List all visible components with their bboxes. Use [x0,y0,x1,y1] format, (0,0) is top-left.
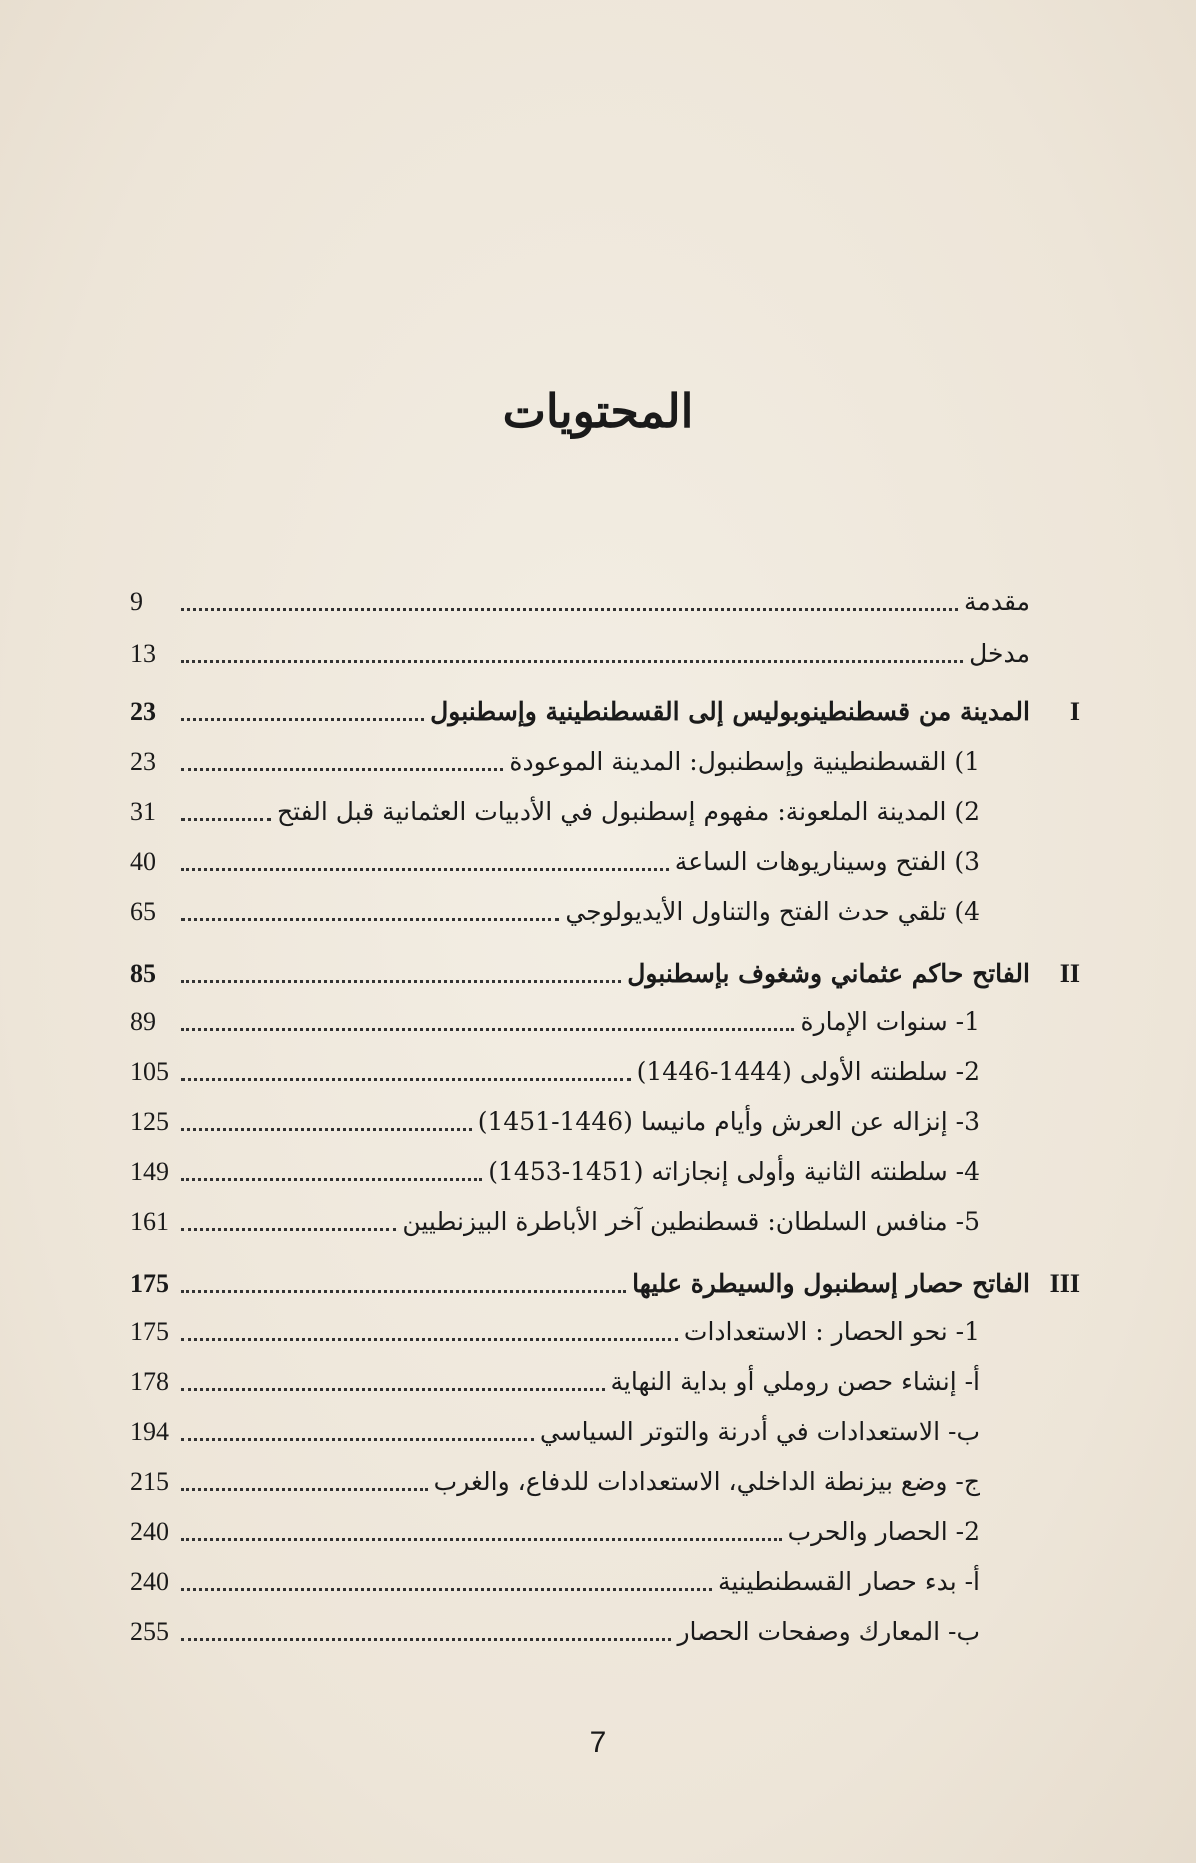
toc-entry [130,1600,1080,1648]
toc-entry-page: 85 [130,959,156,988]
page-title: المحتويات [502,384,694,438]
toc-entry-page: 13 [130,639,156,668]
toc-entry-label: 2- الحصار والحرب [787,1517,980,1546]
dot-leader [181,1078,631,1081]
toc-entry [130,880,1080,928]
toc-entry [130,1350,1080,1398]
dot-leader [181,818,271,821]
dot-leader [181,1290,626,1293]
toc-entry-label: مقدمة [964,587,1030,616]
toc-entry-label: 4- سلطنته الثانية وأولى إنجازاته (1451-1453) [488,1157,980,1186]
toc-entry [130,1040,1080,1088]
toc-entry-label: 2) المدينة الملعونة: مفهوم إسطنبول في الأدبيات العثمانية قبل الفتح [276,797,980,826]
toc-entry-page: 175 [130,1317,169,1346]
toc-entry-page: 105 [130,1057,169,1086]
toc-entry-page: 9 [130,587,143,616]
toc-entry-label: 4) تلقي حدث الفتح والتناول الأيديولوجي [565,897,980,926]
toc-entry-page: 240 [130,1567,169,1596]
dot-leader [181,718,424,721]
toc-entry [130,730,1080,778]
dot-leader [181,1228,396,1231]
dot-leader [181,868,669,871]
toc-entry-page: 175 [130,1269,169,1298]
toc-entry-label: 3- إنزاله عن العرش وأيام مانيسا (1446-1451) [477,1107,980,1136]
dot-leader [181,608,958,611]
toc-entry-label: 1- نحو الحصار : الاستعدادات [683,1317,980,1346]
toc-entry-label: ب- الاستعدادات في أدرنة والتوتر السياسي [539,1417,980,1446]
toc-entry-label: ج- وضع بيزنطة الداخلي، الاستعدادات للدفاع، والغرب [433,1467,980,1496]
toc-entry-label: المدينة من قسطنطينوبوليس إلى القسطنطينية وإسطنبول [430,697,1030,726]
toc-entry-label: أ- إنشاء حصن روملي أو بداية النهاية [610,1367,980,1396]
toc-entry-page: 149 [130,1157,169,1186]
toc-entry-page: 161 [130,1207,169,1236]
page-number: 7 [589,1726,607,1759]
toc-entry [130,1500,1080,1548]
toc-entry-page: 255 [130,1617,169,1646]
toc-entry [130,570,1080,618]
toc-entry-page: 125 [130,1107,169,1136]
dot-leader [181,1438,534,1441]
dot-leader [181,768,503,771]
toc-entry-page: 65 [130,897,156,926]
toc-entry-page: 240 [130,1517,169,1546]
toc-entry [130,680,1080,728]
toc-entry-page: 23 [130,697,156,726]
toc-entry [130,1252,1080,1300]
toc-entry [130,1140,1080,1188]
toc-entry-label: 1- سنوات الإمارة [800,1007,980,1036]
toc-entry [130,1190,1080,1238]
toc-entry-page: 23 [130,747,156,776]
toc-entry-page: 31 [130,797,156,826]
toc-entry-label: ب- المعارك وصفحات الحصار [677,1617,980,1646]
toc-entry [130,990,1080,1038]
toc-entry [130,1400,1080,1448]
toc-entry-label: الفاتح حاكم عثماني وشغوف بإسطنبول [627,959,1030,988]
toc-entry [130,1090,1080,1138]
toc-entry-page: 40 [130,847,156,876]
toc-entry [130,1300,1080,1348]
dot-leader [181,918,559,921]
part-number: II [1059,959,1080,988]
toc-entry-label: 3) الفتح وسيناريوهات الساعة [674,847,980,876]
dot-leader [181,1538,782,1541]
toc-entry-page: 194 [130,1417,169,1446]
toc-entry-label: مدخل [969,639,1030,668]
toc-entry-page: 178 [130,1367,169,1396]
toc-entry [130,830,1080,878]
dot-leader [181,1338,678,1341]
dot-leader [181,1488,428,1491]
toc-entry-label: الفاتح حصار إسطنبول والسيطرة عليها [632,1269,1030,1298]
toc-entry-label: 5- منافس السلطان: قسطنطين آخر الأباطرة البيزنطيين [402,1207,980,1236]
toc-entry [130,780,1080,828]
dot-leader [181,1588,712,1591]
part-number: III [1049,1269,1080,1298]
toc-entry-page: 89 [130,1007,156,1036]
dot-leader [181,1128,472,1131]
toc-entry-label: 1) القسطنطينية وإسطنبول: المدينة الموعودة [509,747,980,776]
toc-entry [130,1550,1080,1598]
dot-leader [181,1388,605,1391]
part-number: I [1069,697,1080,726]
dot-leader [181,1028,794,1031]
dot-leader [181,660,963,663]
dot-leader [181,980,621,983]
toc-entry-label: 2- سلطنته الأولى (1444-1446) [636,1057,980,1086]
dot-leader [181,1178,482,1181]
toc-entry-page: 215 [130,1467,169,1496]
toc-entry [130,1450,1080,1498]
toc-entry-label: أ- بدء حصار القسطنطينية [718,1567,980,1596]
dot-leader [181,1638,671,1641]
toc-entry [130,942,1080,990]
toc-entry [130,622,1080,670]
